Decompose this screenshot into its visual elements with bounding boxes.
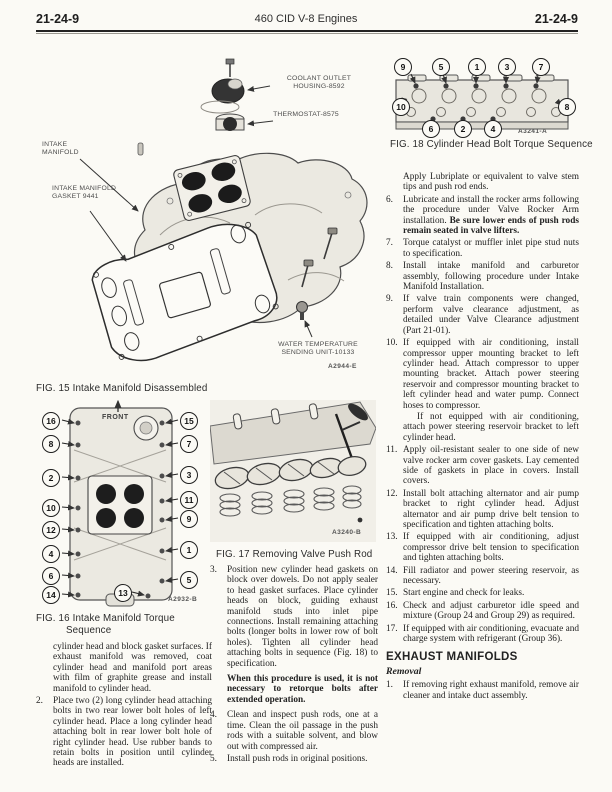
step-number: 14.	[386, 565, 398, 576]
torque-seq-number: 8	[42, 435, 60, 453]
step-number: 6.	[386, 194, 393, 205]
torque-seq-number: 11	[180, 491, 198, 509]
step-item-17	[386, 624, 579, 645]
step-text: Lubricate and install the rocker arms following the procedure under Valve Rocker Arm installation.	[403, 194, 579, 226]
step-item-9	[386, 294, 579, 336]
torque-seq-number: 3	[180, 466, 198, 484]
header-rule	[36, 30, 578, 32]
part-label-intake-manifold-gasket: INTAKE MANIFOLD GASKET 9441	[52, 185, 117, 201]
torque-seq-number: 5	[180, 571, 198, 589]
torque-seq-number: 6	[42, 567, 60, 585]
step-item-4	[210, 710, 378, 752]
step-1-continuation: cylinder head and block gasket surfaces. If exhaust manifold was removed, coat cylinder head and manifold port areas with film of graphite grease and install manifold to cylinder head.	[53, 642, 212, 694]
step-number: 7.	[386, 238, 393, 249]
step-text: Install bolt attaching alternator and air pump bracket to right cylinder head. Adjust alternator and air pump drive belt tension to specification and tighten attaching bolts.	[403, 488, 579, 530]
torque-seq-number: 15	[180, 412, 198, 430]
removal-step-item-1	[386, 680, 579, 701]
step-number: 3.	[210, 565, 217, 575]
head-bolt-number: 5	[432, 58, 450, 76]
fig15-intake-manifold-illustration	[30, 55, 375, 380]
step-text: If equipped with air conditioning, adjust compressor drive belt tension to specification and tighten attaching bolts.	[403, 532, 579, 564]
torque-seq-number: 4	[42, 545, 60, 563]
figure-15-code: A2944-E	[328, 363, 357, 370]
front-direction-label: FRONT	[102, 414, 129, 421]
step-number: 17.	[386, 623, 398, 634]
head-bolt-number: 3	[498, 58, 516, 76]
step-number: 1.	[386, 680, 393, 691]
step-number: 16.	[386, 600, 398, 611]
step-number: 15.	[386, 588, 398, 599]
figure-15-caption: FIG. 15 Intake Manifold Disassembled	[36, 383, 208, 394]
subsection-removal: Removal	[386, 666, 422, 678]
figure-18-caption: FIG. 18 Cylinder Head Bolt Torque Sequence	[390, 139, 593, 150]
step-number: 2.	[36, 696, 43, 707]
step-item-7	[386, 238, 579, 259]
head-bolt-number: 8	[558, 98, 576, 116]
page-title: 460 CID V-8 Engines	[254, 13, 358, 25]
step-item-13	[386, 532, 579, 563]
torque-seq-number: 1	[180, 541, 198, 559]
step-text: Apply oil-resistant sealer to one side of new valve rocker arm cover gaskets. Lay cemented side of gaskets in place in covers. Install covers.	[403, 445, 579, 487]
head-bolt-number: 1	[468, 58, 486, 76]
step-item-8	[386, 261, 579, 292]
torque-seq-number: 13	[114, 584, 132, 602]
page-number-right: 21-24-9	[534, 12, 578, 26]
step-text: Clean and inspect push rods, one at a time. Clean the oil passage in the push rods with a suitable solvent, and blow out with compressed air.	[227, 710, 378, 752]
step-bold-text: Be sure lower ends of push rods remain seated in valve lifters.	[403, 215, 579, 237]
figure-17-code: A3240-B	[332, 529, 362, 536]
step-item-5	[210, 754, 378, 764]
head-bolt-number: 10	[392, 98, 410, 116]
step-text: If valve train components were changed, perform valve clearance adjustment, as detailed under Valve Clearance adjustment (Part 21-01).	[403, 294, 579, 336]
header-rule-shadow	[36, 33, 578, 34]
fig17-removing-push-rod-illustration	[210, 400, 376, 542]
head-bolt-number: 6	[422, 120, 440, 138]
page-number-left: 21-24-9	[36, 12, 80, 26]
step-item-6	[386, 195, 579, 237]
figure-16-code: A2932-B	[168, 596, 198, 603]
retorque-note: When this procedure is used, it is not necessary to retorque bolts after extended operation.	[227, 674, 378, 705]
figure-16-caption: FIG. 16 Intake Manifold Torque Sequence	[36, 613, 175, 636]
head-bolt-number: 2	[454, 120, 472, 138]
step-item-11	[386, 445, 579, 487]
step-item-15	[386, 588, 579, 598]
torque-seq-number: 9	[180, 510, 198, 528]
step-text: If equipped with air conditioning, install compressor upper mounting bracket to left cylinder head. Attach compressor to upper mounting bracket. Attach power steering reservoir and compressor mounting bracket to left cylinder head and water pump. Connect hoses to compressor.	[403, 338, 579, 411]
step-item-3	[210, 565, 378, 669]
figure-17-caption: FIG. 17 Removing Valve Push Rod	[216, 549, 373, 560]
step-number: 11.	[386, 445, 398, 456]
figure-17	[210, 400, 376, 542]
step-item-14	[386, 566, 579, 587]
figure-15	[30, 55, 375, 380]
torque-seq-number: 14	[42, 586, 60, 604]
step-text: Check and adjust carburetor idle speed and mixture (Group 24 and Group 29) as required.	[403, 600, 579, 622]
part-label-thermostat: THERMOSTAT-8575	[273, 111, 339, 118]
head-bolt-number: 9	[394, 58, 412, 76]
torque-seq-number: 10	[42, 499, 60, 517]
step-number: 12.	[386, 488, 398, 499]
step-text: Place two (2) long cylinder head attaching bolts in two rear lower bolt holes of left cylinder head. Place a long cylinder head attaching bolt in rear lower bolt hole of right cylinder head. Use rubber bands to retain bolts in position until cylinder heads are installed.	[53, 696, 212, 769]
step-5-continuation: Apply Lubriplate or equivalent to valve stem tips and push rod ends.	[403, 172, 579, 193]
figure-18-code: A3241-A	[518, 128, 548, 135]
step-text: If equipped with air conditioning, evacuate and charge system with refrigerant (Group 36).	[403, 623, 579, 645]
part-label-water-temp-sending-unit: WATER TEMPERATURE SENDING UNIT-10133	[278, 341, 358, 357]
figure-16	[30, 398, 208, 610]
step-number: 8.	[386, 261, 393, 272]
step-item-12	[386, 489, 579, 531]
step-item-16	[386, 601, 579, 622]
step-number: 4.	[210, 710, 217, 721]
right-text-column	[386, 172, 579, 703]
step-text: Start engine and check for leaks.	[403, 588, 525, 599]
step-text: Install intake manifold and carburetor assembly, following procedure under Intake Manifold Installation.	[403, 261, 579, 293]
step-text-continued: If not equipped with air conditioning, attach power steering reservoir bracket to left cylinder head.	[403, 411, 579, 443]
head-bolt-number: 7	[532, 58, 550, 76]
part-label-coolant-outlet-housing: COOLANT OUTLET HOUSING-8592	[286, 75, 352, 91]
step-text: Torque catalyst or muffler inlet pipe stud nuts to specification.	[403, 238, 579, 259]
step-item-2	[36, 696, 212, 769]
part-label-intake-manifold: INTAKE MANIFOLD	[42, 141, 79, 157]
step-item-10	[386, 338, 579, 443]
left-text-column	[36, 642, 212, 771]
step-number: 13.	[386, 532, 398, 543]
head-bolt-number: 4	[484, 120, 502, 138]
center-text-column	[210, 565, 378, 766]
torque-seq-number: 16	[42, 412, 60, 430]
torque-seq-number: 12	[42, 521, 60, 539]
section-heading-exhaust-manifolds: EXHAUST MANIFOLDS	[386, 651, 518, 664]
step-text: Position new cylinder head gaskets on block over dowels. Do not apply sealer to head gasket surfaces. Place cylinder heads on block, guiding exhaust manifold studs into inlet pipe connections. Install remaining attaching bolts (longer bolts in lower row of bolt holes). Tighten all cylinder head attaching bolts in sequence (Fig. 18) to specification.	[227, 565, 378, 669]
figure-18	[386, 56, 581, 138]
step-text: If removing right exhaust manifold, remove air cleaner and intake duct assembly.	[403, 680, 579, 701]
step-number: 5.	[210, 753, 217, 764]
step-text: Fill radiator and power steering reservoir, as necessary.	[403, 565, 579, 587]
torque-seq-number: 7	[180, 435, 198, 453]
step-text: Install push rods in original positions.	[227, 753, 368, 764]
step-number: 10.	[386, 338, 398, 349]
torque-seq-number: 2	[42, 469, 60, 487]
step-number: 9.	[386, 294, 393, 305]
